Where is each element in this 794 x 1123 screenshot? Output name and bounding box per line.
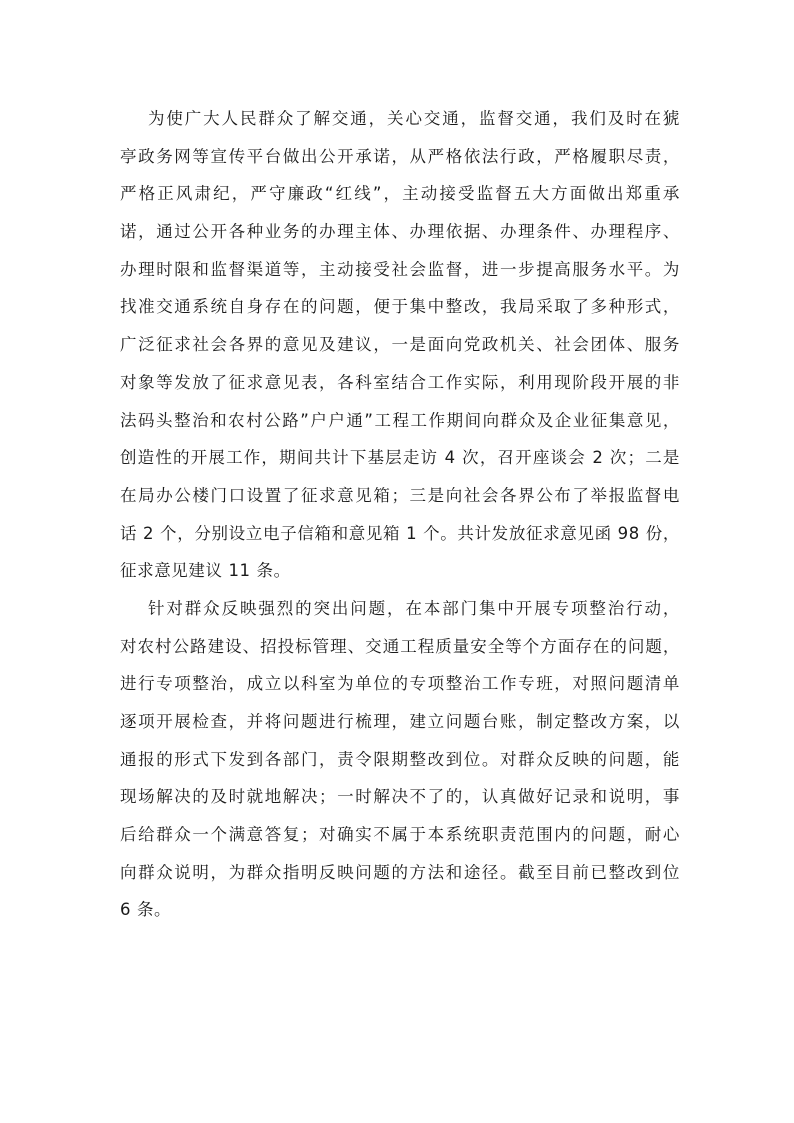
text-line: 进行专项整治，成立以科室为单位的专项整治工作专班，对照问题清单 [120,674,680,694]
text-line: 针对群众反映强烈的突出问题，在本部门集中开展专项整治行动， [148,598,680,618]
text-line: 找准交通系统自身存在的问题，便于集中整改，我局采取了多种形式， [120,297,680,317]
text-line: 向群众说明，为群众指明反映问题的方法和途径。截至目前已整改到位 [120,862,680,882]
text-line: 法码头整治和农村公路”户户通”工程工作期间向群众及企业征集意见， [120,410,680,430]
text-line: 对象等发放了征求意见表，各科室结合工作实际，利用现阶段开展的非 [120,372,680,392]
text-line: 通报的形式下发到各部门，责令限期整改到位。对群众反映的问题，能 [120,749,680,769]
text-line: 后给群众一个满意答复；对确实不属于本系统职责范围内的问题，耐心 [120,825,680,845]
paragraph-1 [120,100,680,590]
document-body [120,100,680,929]
paragraph-2 [120,590,680,929]
text-line: 征求意见建议 11 条。 [120,561,291,581]
text-line: 亭政务网等宣传平台做出公开承诺，从严格依法行政，严格履职尽责， [120,146,680,166]
text-line: 6 条。 [120,900,172,920]
text-line: 对农村公路建设、招投标管理、交通工程质量安全等个方面存在的问题， [120,636,680,656]
text-line: 话 2 个，分别设立电子信箱和意见箱 1 个。共计发放征求意见函 98 份， [120,523,680,543]
text-line: 办理时限和监督渠道等，主动接受社会监督，进一步提高服务水平。为 [120,259,680,279]
text-line: 诺，通过公开各种业务的办理主体、办理依据、办理条件、办理程序、 [120,222,680,242]
text-line: 现场解决的及时就地解决；一时解决不了的，认真做好记录和说明，事 [120,787,680,807]
text-line: 创造性的开展工作，期间共计下基层走访 4 次，召开座谈会 2 次；二是 [120,448,680,468]
text-line: 为使广大人民群众了解交通，关心交通，监督交通，我们及时在猇 [148,109,680,128]
text-line: 广泛征求社会各界的意见及建议，一是面向党政机关、社会团体、服务 [120,335,680,355]
text-line: 严格正风肃纪，严守廉政“红线”，主动接受监督五大方面做出郑重承 [120,184,680,204]
text-line: 逐项开展检查，并将问题进行梳理，建立问题台账，制定整改方案，以 [120,712,680,731]
text-line: 在局办公楼门口设置了征求意见箱；三是向社会各界公布了举报监督电 [120,485,680,505]
